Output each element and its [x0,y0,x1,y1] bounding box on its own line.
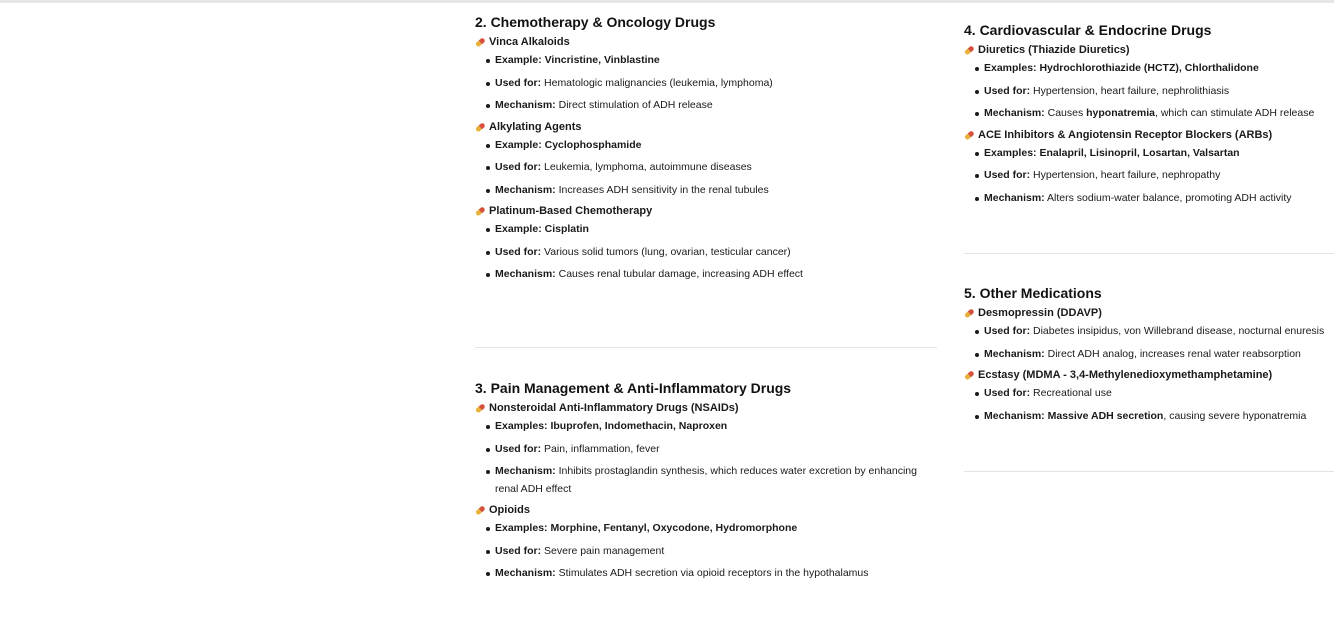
item-value: Cisplatin [544,223,589,235]
list-item [964,408,1334,426]
item-label: Mechanism: [495,567,556,579]
list-item [475,97,937,115]
pill-icon [473,119,487,133]
drug-detail-list [475,520,937,583]
item-label: Used for: [984,84,1031,97]
drug-group-name: Ecstasy (MDMA - 3,4-Methylenedioxymethamphetamine) [978,369,1273,381]
item-value-emphasis: hyponatremia [1086,107,1155,119]
drug-detail-list [475,221,937,284]
section-title: 2. Chemotherapy & Oncology Drugs [475,14,716,30]
section-cardiovascular [964,22,1334,212]
list-item [964,190,1334,208]
drug-detail-list [964,60,1334,123]
drug-group-title [475,121,937,133]
drug-detail-list [964,385,1334,425]
item-label: Used for: [495,76,542,89]
drug-group-title [475,402,937,414]
item-label: Mechanism: [984,191,1045,204]
drug-group [475,205,937,284]
item-value: Pain, inflammation, fever [544,442,660,455]
list-item [964,105,1334,123]
drug-detail-list [475,418,937,498]
drug-group-name: Nonsteroidal Anti-Inflammatory Drugs (NSAIDs) [489,402,739,414]
section-divider [964,471,1334,472]
item-value: Various solid tumors (lung, ovarian, testicular cancer) [544,245,791,258]
item-value: Hypertension, heart failure, nephrolithiasis [1033,84,1230,97]
section-other-medications [964,285,1334,430]
item-value: , causing severe hyponatremia [1163,409,1307,422]
section-divider [475,347,937,348]
list-item [964,83,1334,101]
item-label: Mechanism: [495,465,556,477]
list-item [964,60,1334,78]
item-label: Used for: [495,161,542,173]
drug-detail-list [475,137,937,200]
item-label: Example: [495,54,542,66]
list-item [475,221,937,239]
drug-group-title [475,504,937,516]
item-value: Increases ADH sensitivity in the renal tubules [558,183,769,196]
item-label: Examples: [495,420,548,432]
item-label: Example: [495,138,542,151]
item-label: Examples: [495,522,548,534]
list-item [475,520,937,538]
list-item [475,266,937,284]
drug-group [964,129,1334,208]
pill-icon [962,368,976,382]
item-label: Used for: [984,169,1031,181]
drug-group [964,307,1334,363]
list-item [964,385,1334,403]
item-label: Used for: [495,245,542,258]
drug-detail-list [475,52,937,115]
drug-group-title [964,44,1334,56]
item-value: Direct ADH analog, increases renal water reabsorption [1047,347,1301,360]
list-item [475,565,937,583]
drug-group [475,402,937,498]
list-item [475,182,937,200]
list-item [475,75,937,93]
drug-group-title [964,129,1334,141]
item-label: Mechanism: [495,183,556,196]
item-value: , which can stimulate ADH release [1155,107,1315,119]
item-value: Vincristine, Vinblastine [544,54,660,66]
item-value: Hematologic malignancies (leukemia, lymphoma) [544,76,773,89]
section-title: 4. Cardiovascular & Endocrine Drugs [964,22,1212,38]
drug-group-title [964,369,1334,381]
item-value: Stimulates ADH secretion via opioid receptors in the hypothalamus [558,567,869,579]
item-label: Examples: [984,146,1037,159]
item-label: Examples: [984,62,1037,74]
drug-group [964,369,1334,425]
item-label: Example: [495,223,542,235]
pill-icon [962,43,976,57]
column-2 [475,0,937,633]
drug-detail-list [964,323,1334,363]
list-item [475,441,937,459]
item-value: Inhibits prostaglandin synthesis, which reduces water excretion by enhancing renal ADH effect [495,465,917,495]
list-item [475,463,937,498]
section-title: 3. Pain Management & Anti-Inflammatory Drugs [475,380,792,396]
drug-group-name: ACE Inhibitors & Angiotensin Receptor Blockers (ARBs) [978,128,1273,141]
pill-icon [473,401,487,415]
item-label: Used for: [495,544,542,557]
list-item [475,137,937,155]
list-item [475,418,937,436]
drug-group-name: Platinum-Based Chemotherapy [489,205,653,217]
item-value: Cyclophosphamide [544,138,642,151]
item-value: Hypertension, heart failure, nephropathy [1033,169,1221,181]
pill-icon [473,503,487,517]
item-value: Direct stimulation of ADH release [558,99,713,111]
item-value: Recreational use [1033,387,1112,399]
drug-group-title [964,307,1334,319]
list-item [475,244,937,262]
list-item [475,159,937,177]
drug-group [964,44,1334,123]
item-value: Leukemia, lymphoma, autoimmune diseases [544,161,752,173]
drug-group-name: Vinca Alkaloids [489,36,570,48]
pill-icon [473,204,487,218]
drug-group-name: Opioids [489,504,530,516]
drug-group-title [475,205,937,217]
list-item [964,323,1334,341]
section-divider [964,253,1334,254]
item-label: Used for: [984,325,1031,337]
item-label: Mechanism: [495,99,556,111]
drug-group-name: Desmopressin (DDAVP) [978,307,1102,319]
pill-icon [473,35,487,49]
item-label: Used for: [984,387,1031,399]
item-label: Mechanism: [984,409,1045,422]
item-value: Causes [1047,107,1087,119]
drug-group-title [475,36,937,48]
item-label: Mechanism: [984,107,1045,119]
drug-group-name: Diuretics (Thiazide Diuretics) [978,44,1130,56]
drug-group [475,121,937,200]
list-item [964,346,1334,364]
item-label: Used for: [495,442,542,455]
item-value: Diabetes insipidus, von Willebrand disease, nocturnal enuresis [1033,325,1325,337]
drug-group [475,504,937,583]
drug-group [475,36,937,115]
drug-group-name: Alkylating Agents [489,120,582,133]
list-item [964,145,1334,163]
section-title: 5. Other Medications [964,285,1102,301]
item-value-emphasis: Massive ADH secretion [1047,409,1164,422]
drug-detail-list [964,145,1334,208]
list-item [964,167,1334,185]
list-item [475,52,937,70]
section-pain-management [475,380,937,588]
item-value: Severe pain management [544,544,665,557]
pill-icon [962,306,976,320]
item-value: Ibuprofen, Indomethacin, Naproxen [550,420,728,432]
section-chemotherapy [475,14,937,289]
item-label: Mechanism: [495,268,556,280]
item-value: Alters sodium-water balance, promoting ADH activity [1047,191,1292,204]
column-3 [964,0,1334,633]
list-item [475,543,937,561]
item-value: Causes renal tubular damage, increasing ADH effect [558,268,803,280]
item-value: Morphine, Fentanyl, Oxycodone, Hydromorphone [550,522,798,534]
item-value: Enalapril, Lisinopril, Losartan, Valsartan [1039,146,1240,159]
item-value: Hydrochlorothiazide (HCTZ), Chlorthalidone [1039,62,1259,74]
item-label: Mechanism: [984,347,1045,360]
pill-icon [962,127,976,141]
